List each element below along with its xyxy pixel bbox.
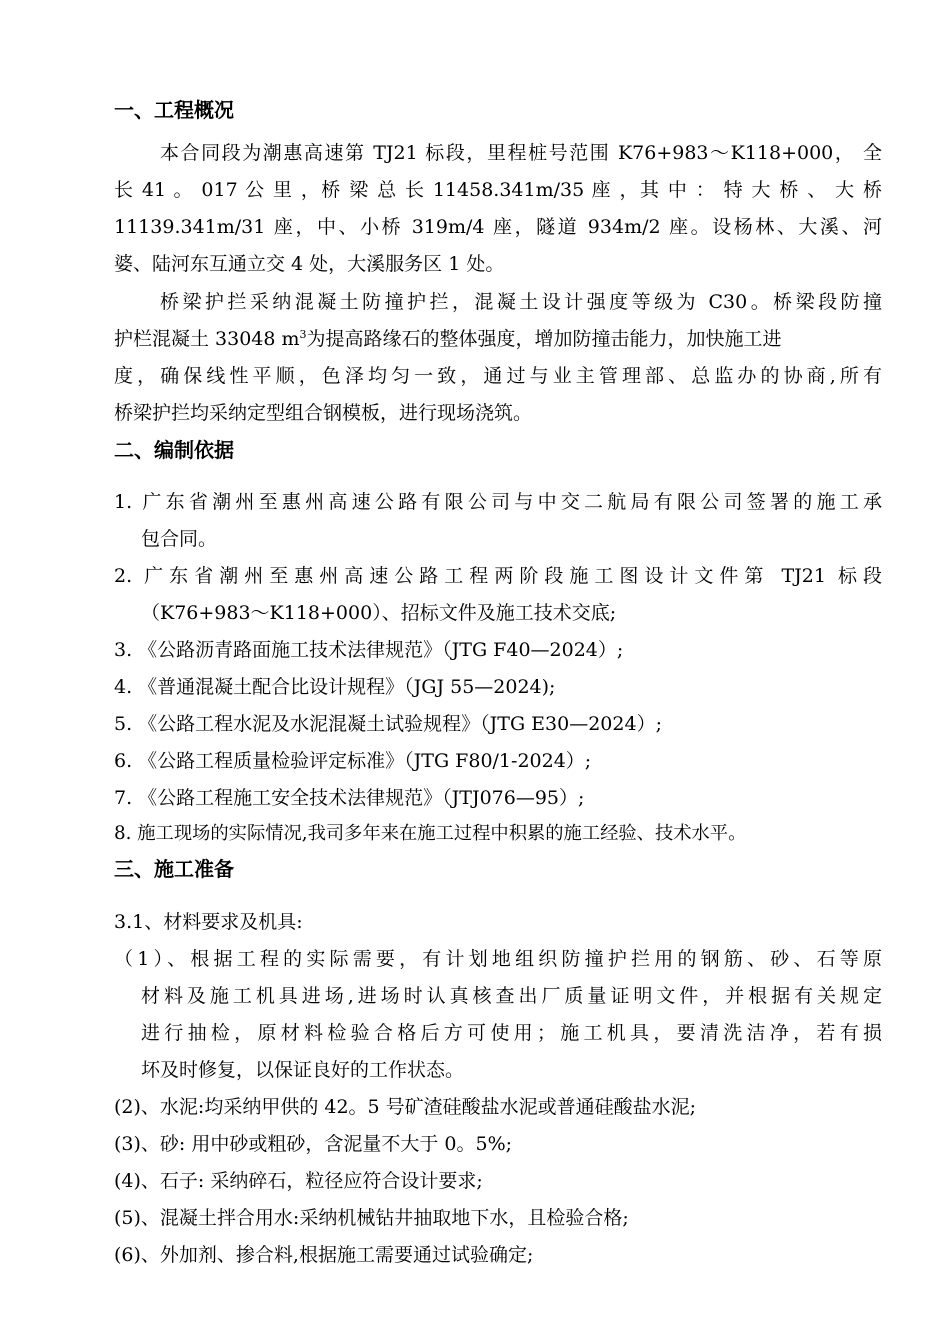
prep-item-4: (4)、石子: 采纳碎石，粒径应符合设计要求;: [114, 1170, 483, 1192]
basis-item-7: 7. 《公路工程施工安全技术法律规范》（JTJ076—95）;: [114, 787, 585, 809]
guardrail-line-2: [114, 327, 882, 351]
prep-item-2: (2)、水泥:均采纳甲供的 42。5 号矿渣硅酸盐水泥或普通硅酸盐水泥;: [114, 1096, 697, 1118]
basis-item-2: 2. 广东省潮州至惠州高速公路工程两阶段施工图设计文件第 TJ21 标段: [114, 565, 882, 587]
prep-item-1-cont-1: 材料及施工机具进场,进场时认真核查出厂质量证明文件，并根据有关规定: [141, 985, 882, 1007]
overview-line-3: 11139.341m/31 座，中、小桥 319m/4 座，隧道 934m/2 座。设杨林、大溪、河: [114, 216, 882, 238]
basis-item-1: 1. 广东省潮州至惠州高速公路有限公司与中交二航局有限公司签署的施工承: [114, 491, 882, 513]
guardrail-line-4: 桥梁护拦均采纳定型组合钢模板，进行现场浇筑。: [114, 402, 533, 424]
overview-line-1: 本合同段为潮惠高速第 TJ21 标段，里程桩号范围 K76+983～K118+000， 全: [160, 142, 882, 164]
basis-item-1-cont: 包合同。: [141, 528, 218, 550]
guardrail-line-2-post: 为提高路缘石的整体强度，增加防撞击能力，加快施工进: [306, 328, 782, 350]
guardrail-line-1: 桥梁护拦采纳混凝土防撞护拦，混凝土设计强度等级为 C30。桥梁段防撞: [160, 291, 882, 313]
basis-item-5: 5. 《公路工程水泥及水泥混凝土试验规程》（JTG E30—2024）;: [114, 713, 662, 735]
overview-line-4: 婆、陆河东互通立交 4 处，大溪服务区 1 处。: [114, 253, 505, 275]
guardrail-line-2-pre: 护栏混凝土 33048 m: [114, 328, 300, 350]
prep-item-1-cont-2: 进行抽检，原材料检验合格后方可使用；施工机具，要清洗洁净，若有损: [141, 1022, 882, 1044]
cubic-superscript: 3: [299, 328, 307, 341]
prep-item-6: (6)、外加剂、掺合料,根据施工需要通过试验确定;: [114, 1244, 534, 1266]
guardrail-line-3: 度，确保线性平顺，色泽均匀一致，通过与业主管理部、总监办的协商,所有: [114, 365, 882, 387]
section-heading-preparation: 三、施工准备: [114, 857, 234, 881]
basis-item-3: 3. 《公路沥青路面施工技术法律规范》（JTG F40—2024）;: [114, 639, 624, 661]
subsection-materials: 3.1、材料要求及机具:: [114, 911, 303, 933]
prep-item-3: (3)、砂: 用中砂或粗砂，含泥量不大于 0。5%;: [114, 1133, 513, 1155]
basis-item-2-cont: （K76+983～K118+000）、招标文件及施工技术交底;: [141, 602, 617, 624]
basis-item-4: 4. 《普通混凝土配合比设计规程》（JGJ 55—2024);: [114, 676, 556, 698]
overview-line-2: 长 41 。 017 公 里 ，桥 梁 总 长 11458.341m/35 座 ，其 中 ： 特 大 桥 、 大 桥: [114, 179, 882, 201]
prep-item-1-cont-3: 坏及时修复，以保证良好的工作状态。: [141, 1059, 465, 1081]
section-heading-overview: 一、工程概况: [114, 98, 234, 122]
section-heading-basis: 二、编制依据: [114, 438, 234, 462]
prep-item-5: (5)、混凝土拌合用水:采纳机械钻井抽取地下水，且检验合格;: [114, 1207, 629, 1229]
prep-item-1: （1）、根据工程的实际需要，有计划地组织防撞护拦用的钢筋、砂、石等原: [114, 948, 882, 970]
basis-item-8: 8. 施工现场的实际情况,我司多年来在施工过程中积累的施工经验、技术水平。: [114, 823, 747, 844]
basis-item-6: 6. 《公路工程质量检验评定标准》（JTG F80/1-2024）;: [114, 750, 592, 772]
